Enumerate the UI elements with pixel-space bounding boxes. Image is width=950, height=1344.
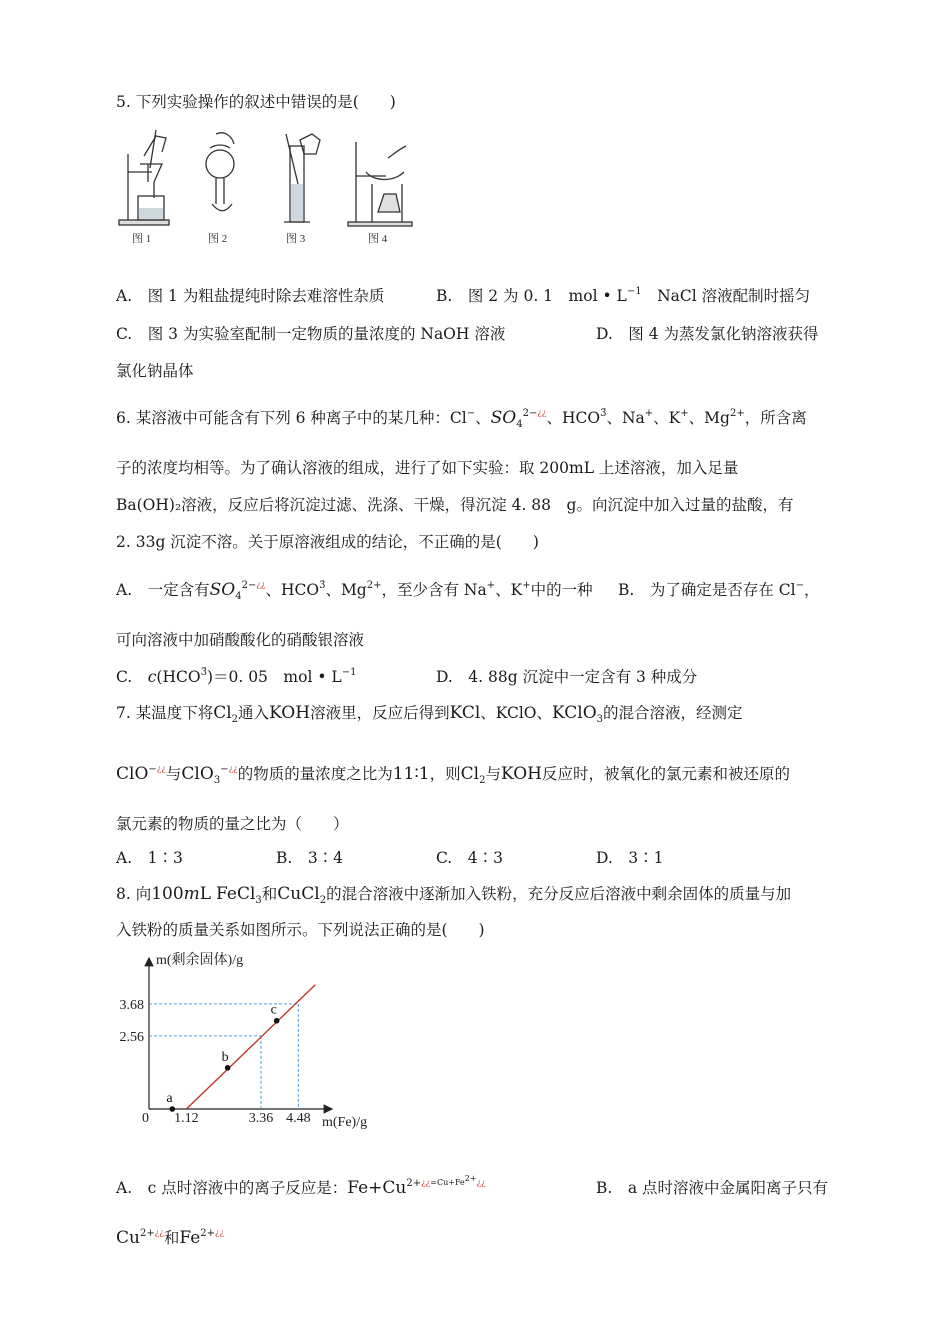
flask-shaking-icon [206,133,234,211]
y-tick-0: 3.68 [119,997,144,1013]
x-tick-2: 4.48 [286,1111,311,1126]
q6-line4: 2. 33g 沉淀不溶。关于原溶液组成的结论，不正确的是( ) [116,533,539,551]
q7-option-d: D. 3∶1 [596,849,664,867]
q8-option-b: B. a 点时溶液中金属阳离子只有 [596,1179,828,1197]
graduated-cylinder-icon [284,134,320,222]
q7-line1: 7. 某温度下将$Cl_2$通入KOH溶液里，反应后得到KCl、KClO、KClO$_3$的混合溶液，经测定 [116,703,743,725]
q8-line2: 入铁粉的质量关系如图所示。下列说法正确的是( ) [116,921,485,939]
filtration-apparatus-icon [119,130,169,225]
y-tick-1: 2.56 [119,1029,144,1045]
fig4-label: 图 4 [368,233,388,245]
point-b [225,1065,231,1071]
q6-line1: 6. 某溶液中可能含有下列 6 种离子中的某几种：Cl−、$SO_4^{2-¿¿}$、$HCO^{3̄}$、Na+、K+、$Mg^{2+}$，所含离 [116,408,807,430]
q6-option-c: C. $c(HCO^{3̄})=0$. 05 mol • $L^{-1}$ [116,667,357,686]
q5-option-b: B. 图 2 为 0. 1 mol • $L^{-1}$ NaCl 溶液配制时摇匀 [436,286,811,305]
q5-option-a: A. 图 1 为粗盐提纯时除去难溶性杂质 [116,287,385,305]
y-axis-label: m(剩余固体)/g [156,953,244,968]
q8-line1: 8. 向100mL FeCl$_3$和CuCl$_2$的混合溶液中逐渐加入铁粉，充分反应后溶液中剩余固体的质量与加 [116,884,792,906]
q7-option-b: B. 3∶4 [276,849,344,867]
fig2-label: 图 2 [208,233,228,245]
q5-stem: 5. 下列实验操作的叙述中错误的是( ) [116,93,396,111]
evaporation-setup-icon [348,142,412,226]
point-label-c: c [270,1002,277,1018]
q8-chart [116,948,396,1138]
q8-option-b-cont: $Cu^{2+¿¿}$和$Fe^{2+¿¿}$ [116,1228,225,1248]
q5-apparatus-figure [116,124,426,254]
point-label-b: b [221,1049,229,1065]
q6-line2: 子的浓度均相等。为了确认溶液的组成，进行了如下实验：取 200mL 上述溶液，加入足量 [116,459,739,477]
q6-option-d: D. 4. 88g 沉淀中一定含有 3 种成分 [436,668,698,686]
x-axis-label: m(Fe)/g [322,1115,368,1130]
q7-option-a: A. 1∶3 [116,849,183,867]
fig3-label: 图 3 [286,233,306,245]
q6-option-a: A. 一定含有$SO_4^{2-¿¿}$、$HCO^{3̄}$、$Mg^{2+}$，至少含有 Na+、K+中的一种 [116,580,593,602]
q5-option-d-cont: 氯化钠晶体 [116,362,194,380]
origin-label: 0 [142,1111,149,1126]
q5-option-c: C. 图 3 为实验室配制一定物质的量浓度的 NaOH 溶液 [116,325,506,343]
q6-option-b: B. 为了确定是否存在 Cl−， [618,580,820,599]
point-c [274,1018,280,1024]
q6-option-b-cont: 可向溶液中加硝酸酸化的硝酸银溶液 [116,631,365,649]
x-tick-0: 1.12 [174,1111,199,1126]
q8-option-a: A. c 点时溶液中的离子反应是：$Fe+Cu^{2+¿¿=Cu+Fe2+¿¿}$ [116,1174,486,1198]
q5-option-d: D. 图 4 为蒸发氯化钠溶液获得 [596,325,819,343]
x-tick-1: 3.36 [248,1111,274,1126]
q7-line3: 氯元素的物质的量之比为（ ） [116,815,349,833]
q7-line2: ClO−¿¿与ClO$_3$−¿¿的物质的量浓度之比为11∶1，则$Cl_2$与KOH反应时，被氧化的氯元素和被还原的 [116,764,790,786]
q6-line3: Ba(OH)₂溶液，反应后将沉淀过滤、洗涤、干燥，得沉淀 4. 88 g。向沉淀中加入过量的盐酸，有 [116,496,794,514]
q7-option-c: C. 4∶3 [436,849,503,867]
fig1-label: 图 1 [132,233,152,245]
point-label-a: a [166,1091,173,1106]
